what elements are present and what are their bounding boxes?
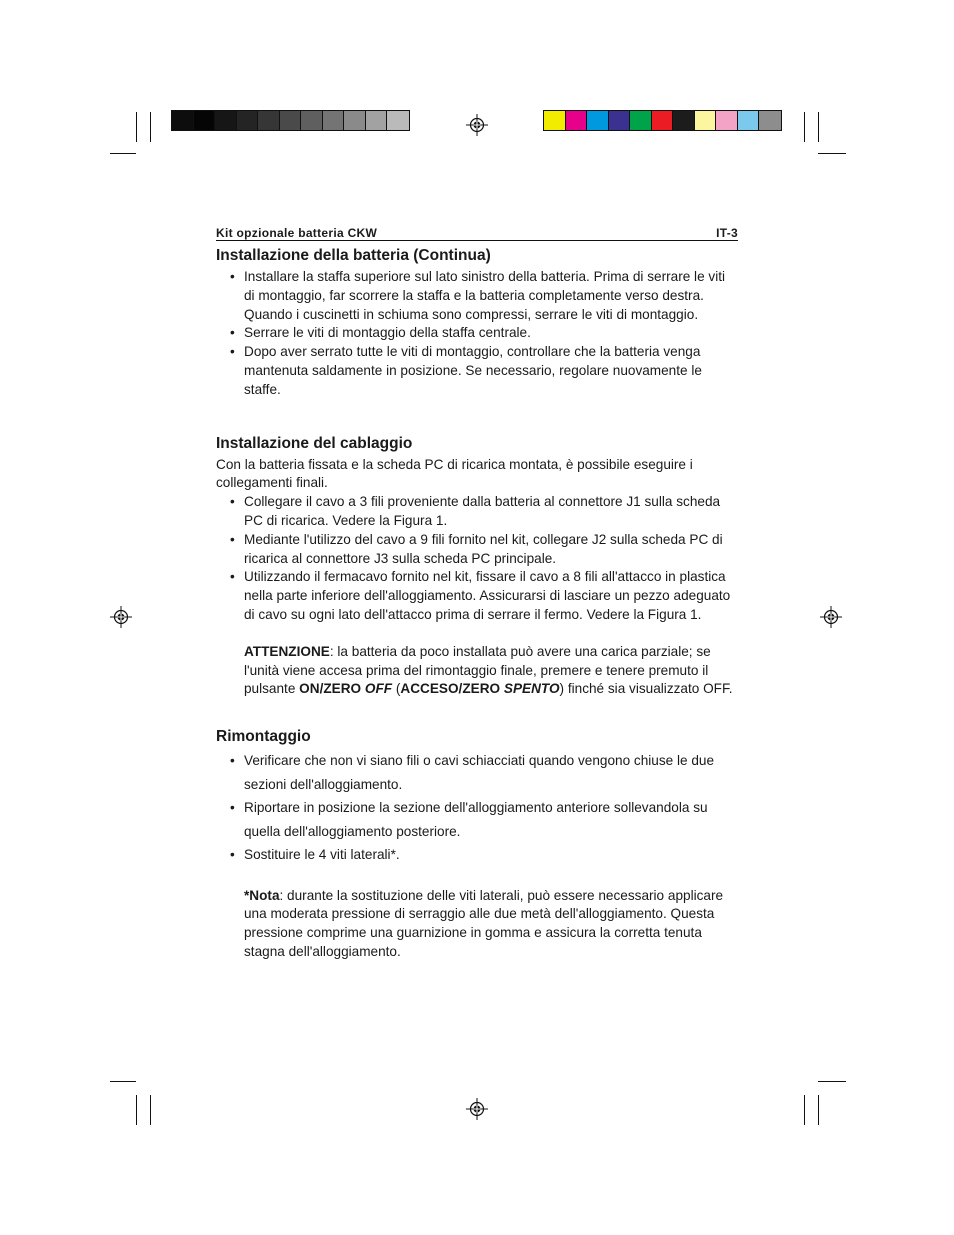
color-swatch: [344, 111, 366, 130]
list-item: • Utilizzando il fermacavo fornito nel kit, fissare il cavo a 8 fili all'attacco in plastica nella parte inferiore dell'alloggiamento. Assicurarsi di lasciare un pezzo adeguato di cavo su ogni lato dell'attacco prima di serrare il fermo. Vedere la Figura 1.: [216, 568, 738, 624]
bullet-list: [216, 268, 738, 400]
note-paragraph: [216, 887, 738, 962]
crop-mark: [136, 1095, 137, 1125]
crop-mark: [818, 153, 846, 154]
button-name: ACCESO/ZERO: [400, 681, 504, 697]
button-name-italic: OFF: [364, 681, 393, 697]
paren: (: [392, 681, 401, 697]
page-number: IT-3: [716, 226, 738, 240]
registration-mark-icon: [466, 1098, 488, 1120]
list-item: • Installare la staffa superiore sul lato sinistro della batteria. Prima di serrare le viti di montaggio, far scorrere la staffa e la batteria completamente verso destra. Quando i cuscinetti in schiuma sono compressi, serrare le viti di montaggio.: [216, 268, 738, 324]
color-swatch: [738, 111, 760, 130]
color-swatch: [544, 111, 566, 130]
color-swatch: [237, 111, 259, 130]
color-swatch: [609, 111, 631, 130]
color-bar: [543, 110, 782, 131]
warning-text: : la batteria da poco installata può avere una carica parziale; se l'unità viene accesa prima del rimontaggio finale, premere e tenere premuto il pulsante: [244, 643, 711, 697]
note-text: : durante la sostituzione delle viti laterali, può essere necessario applicare una moderata pressione di serraggio alle due metà dell'alloggiamento. Questa pressione comprime una guarnizione in gomma e assicura la corretta tenuta stagna dell'alloggiamento.: [244, 887, 724, 960]
crop-mark: [818, 1081, 846, 1082]
section-intro: Con la batteria fissata e la scheda PC di ricarica montata, è possibile eseguire i collegamenti finali.: [216, 456, 693, 491]
header-title: Kit opzionale batteria CKW: [216, 226, 378, 240]
section-title: Installazione del cablaggio: [216, 434, 413, 452]
warning-paragraph: [216, 643, 738, 699]
crop-mark: [150, 1095, 151, 1125]
crop-mark: [818, 1095, 819, 1125]
color-swatch: [366, 111, 388, 130]
section-title: Installazione della batteria (Continua): [216, 247, 491, 264]
color-swatch: [716, 111, 738, 130]
crop-mark: [804, 1095, 805, 1125]
button-name: ON/ZERO: [299, 681, 365, 697]
grayscale-bar: [171, 110, 410, 131]
color-swatch: [759, 111, 781, 130]
color-swatch: [566, 111, 588, 130]
list-item: • Mediante l'utilizzo del cavo a 9 fili fornito nel kit, collegare J2 sulla scheda PC di ricarica al connettore J3 sulla scheda PC principale.: [216, 531, 738, 569]
page-content: [216, 246, 738, 962]
bullet-list: [216, 749, 738, 867]
color-swatch: [695, 111, 717, 130]
crop-mark: [150, 112, 151, 142]
bullet-list: [216, 493, 738, 625]
color-swatch: [194, 111, 216, 130]
section-title: Rimontaggio: [216, 728, 311, 746]
crop-mark: [818, 112, 819, 142]
list-item: • Dopo aver serrato tutte le viti di montaggio, controllare che la batteria venga mantenuta saldamente in posizione. Se necessario, regolare nuovamente le staffe.: [216, 343, 738, 399]
button-name-italic: SPENTO: [503, 681, 560, 697]
color-swatch: [387, 111, 409, 130]
list-item: • Collegare il cavo a 3 fili proveniente dalla batteria al connettore J1 sulla scheda PC di ricarica. Vedere la Figura 1.: [216, 493, 738, 531]
registration-mark-icon: [110, 606, 132, 628]
list-item: • Verificare che non vi siano fili o cavi schiacciati quando vengono chiuse le due sezioni dell'alloggiamento.: [216, 749, 738, 796]
crop-mark: [136, 112, 137, 142]
list-item: • Riportare in posizione la sezione dell'alloggiamento anteriore sollevandola su quella dell'alloggiamento posteriore.: [216, 796, 738, 843]
color-swatch: [630, 111, 652, 130]
warning-text: ) finché sia visualizzato OFF.: [559, 681, 733, 697]
color-swatch: [258, 111, 280, 130]
color-swatch: [301, 111, 323, 130]
color-swatch: [587, 111, 609, 130]
color-swatch: [215, 111, 237, 130]
list-item: • Sostituire le 4 viti laterali*.: [216, 843, 738, 867]
registration-mark-icon: [466, 114, 488, 136]
color-swatch: [652, 111, 674, 130]
registration-mark-icon: [820, 606, 842, 628]
crop-mark: [804, 112, 805, 142]
running-header: [216, 222, 738, 241]
color-swatch: [323, 111, 345, 130]
color-swatch: [172, 111, 194, 130]
note-label: *Nota: [244, 887, 280, 903]
color-swatch: [673, 111, 695, 130]
crop-mark: [110, 153, 136, 154]
warning-label: ATTENZIONE: [244, 643, 330, 659]
crop-mark: [110, 1081, 136, 1082]
list-item: • Serrare le viti di montaggio della staffa centrale.: [216, 324, 738, 343]
color-swatch: [280, 111, 302, 130]
